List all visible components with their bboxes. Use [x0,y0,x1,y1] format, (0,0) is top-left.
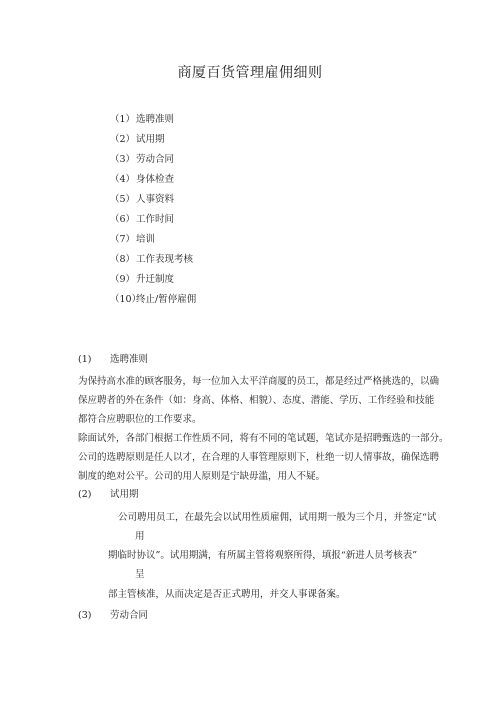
table-of-contents [110,110,196,310]
section-2-line-2: 用 [135,531,145,542]
section-1-number: (1) [78,354,92,365]
toc-item-number: （10） [110,294,142,305]
text-line: 都符合应聘职位的工作要求。 [78,414,202,425]
toc-item-label: 培训 [136,234,156,245]
section-2-heading [78,488,139,502]
toc-item-label: 人事资料 [136,194,175,205]
section-3-number: (3) [78,610,92,621]
toc-item-number: （5） [110,194,136,205]
toc-item [110,230,196,250]
toc-item-label: 工作时间 [136,214,175,225]
text-line: 制度的绝对公平。公司的用人原则是宁缺毋滥，用人不疑。 [78,471,326,482]
toc-item [110,170,196,190]
section-2-number: (2) [78,489,92,500]
toc-item-label: 身体检查 [136,174,175,185]
toc-item [110,270,196,290]
toc-item-number: （3） [110,154,136,165]
text-line: 保应聘者的外在条件（如：身高、体格、相貌）、态度、潜能、学历、工作经验和技能 [78,395,435,406]
toc-item-number: （6） [110,214,136,225]
text-line: 除面试外，各部门根据工作性质不同，将有不同的笔试题，笔试亦是招聘甄选的一部分。 [78,433,449,444]
toc-item-number: （7） [110,234,136,245]
toc-item-label: 工作表现考核 [136,254,194,265]
section-1-title: 选聘准则 [110,354,149,365]
section-1-paragraph-2 [78,429,449,486]
toc-item [110,130,196,150]
text-line: 为保持高水准的顾客服务，每一位加入太平洋商厦的员工，都是经过严格挑选的，以确 [78,376,440,387]
toc-item [110,250,196,270]
toc-item-number: （2） [110,134,136,145]
toc-item-number: （4） [110,174,136,185]
section-2-line-4: 呈 [135,569,145,580]
toc-item [110,150,196,170]
toc-item-label: 升迁制度 [136,274,175,285]
text-line: 公司的选聘原则是任人以才，在合理的人事管理原则下，杜绝一切人情事故，确保选聘 [78,452,440,463]
section-1-paragraph-1 [78,372,439,429]
section-2-title: 试用期 [110,489,139,500]
section-3-heading [78,609,148,623]
toc-item [110,190,196,210]
toc-item [110,290,196,310]
toc-item [110,210,196,230]
section-2-line-1: 公司聘用员工，在最先会以试用性质雇佣，试用期一般为三个月，并签定“试 [118,512,437,523]
toc-item-label: 劳动合同 [136,154,175,165]
toc-item-label: 选聘准则 [136,114,175,125]
section-2-line-5: 部主管核准，从而决定是否正式聘用，并交人事课备案。 [108,589,346,600]
toc-item [110,110,196,130]
toc-item-number: （8） [110,254,136,265]
toc-item-number: （9） [110,274,136,285]
toc-item-number: （1） [110,114,136,125]
section-1-heading [78,353,148,367]
page-title: 商厦百货管理雇佣细则 [177,65,323,81]
toc-item-label: 终止/暂停雇佣 [136,294,197,305]
section-3-title: 劳动合同 [110,610,149,621]
section-2-line-3: 期临时协议”。试用期满，有所属主管将观察所得，填报“新进人员考核表” [108,550,418,561]
toc-item-label: 试用期 [136,134,165,145]
